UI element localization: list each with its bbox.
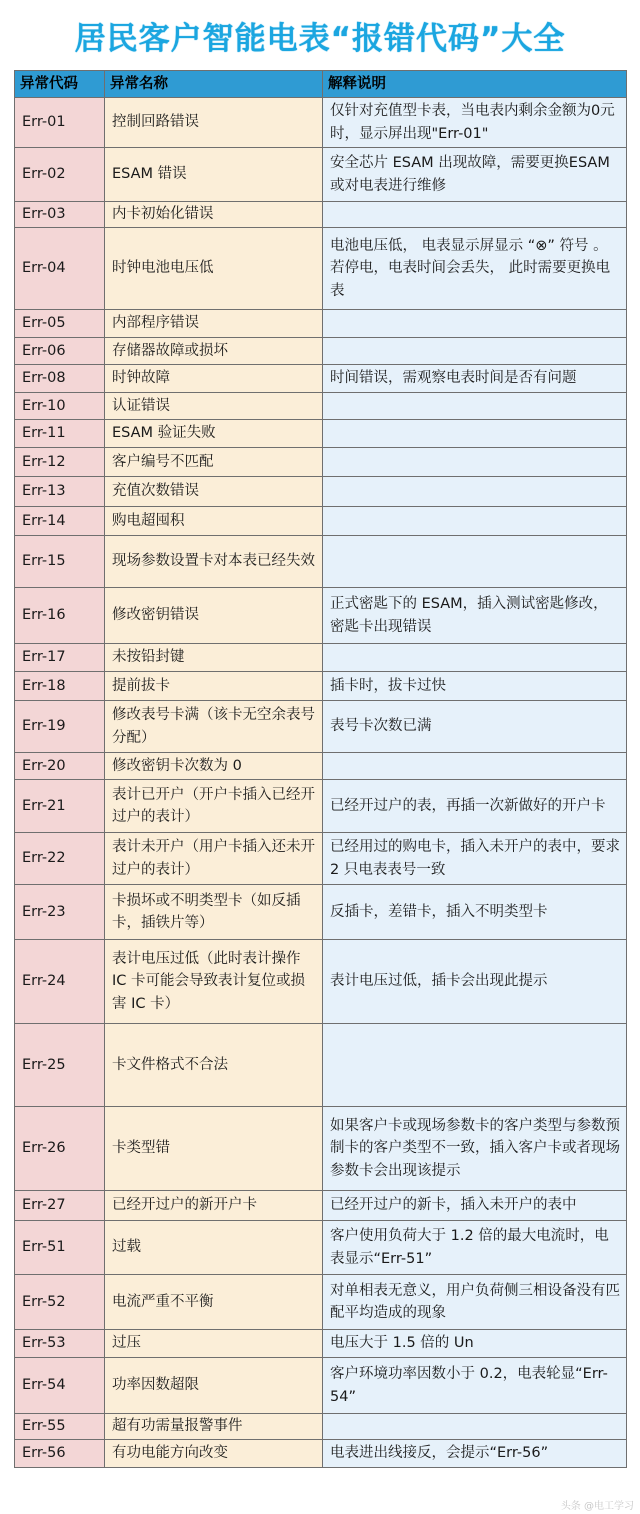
table-row xyxy=(15,1191,627,1221)
watermark: 头条 @电工学习 xyxy=(560,1501,634,1512)
name-cell: 电流严重不平衡 xyxy=(105,1275,323,1330)
table-row xyxy=(15,202,627,228)
desc-cell xyxy=(323,420,627,448)
code-cell: Err-06 xyxy=(15,338,105,365)
desc-cell: 表号卡次数已满 xyxy=(323,701,627,753)
name-cell: 购电超囤积 xyxy=(105,507,323,536)
desc-cell: 已经开过户的表，再插一次新做好的开户卡 xyxy=(323,780,627,833)
table-row xyxy=(15,833,627,885)
table-row xyxy=(15,1414,627,1440)
page-title: 居民客户智能电表“报错代码”大全 xyxy=(74,20,566,57)
desc-cell xyxy=(323,338,627,365)
name-cell: 过载 xyxy=(105,1221,323,1275)
name-cell: 表计已开户（开户卡插入已经开过户的表计） xyxy=(105,780,323,833)
header-desc: 解释说明 xyxy=(323,71,627,98)
name-cell: 时钟故障 xyxy=(105,365,323,393)
name-cell: 存储器故障或损坏 xyxy=(105,338,323,365)
error-code-table xyxy=(14,70,627,1468)
name-cell: 已经开过户的新开户卡 xyxy=(105,1191,323,1221)
name-cell: 提前拔卡 xyxy=(105,672,323,701)
table-row xyxy=(15,1275,627,1330)
table-row xyxy=(15,536,627,588)
code-cell: Err-01 xyxy=(15,98,105,148)
desc-cell xyxy=(323,202,627,228)
code-cell: Err-19 xyxy=(15,701,105,753)
name-cell: 过压 xyxy=(105,1330,323,1358)
table-row xyxy=(15,393,627,420)
table-row xyxy=(15,644,627,672)
desc-cell xyxy=(323,1024,627,1107)
code-cell: Err-55 xyxy=(15,1414,105,1440)
code-cell: Err-26 xyxy=(15,1107,105,1191)
table-row xyxy=(15,780,627,833)
desc-cell xyxy=(323,477,627,507)
name-cell: 内部程序错误 xyxy=(105,310,323,338)
table-row xyxy=(15,148,627,202)
name-cell: 卡类型错 xyxy=(105,1107,323,1191)
name-cell: 未按铅封键 xyxy=(105,644,323,672)
code-cell: Err-16 xyxy=(15,588,105,644)
code-cell: Err-51 xyxy=(15,1221,105,1275)
code-cell: Err-04 xyxy=(15,228,105,310)
table-row xyxy=(15,1221,627,1275)
code-cell: Err-56 xyxy=(15,1440,105,1468)
desc-cell xyxy=(323,753,627,780)
name-cell: ESAM 错误 xyxy=(105,148,323,202)
desc-cell xyxy=(323,448,627,477)
desc-cell: 客户使用负荷大于 1.2 倍的最大电流时，电表显示“Err-51” xyxy=(323,1221,627,1275)
desc-cell: 时间错误，需观察电表时间是否有问题 xyxy=(323,365,627,393)
desc-cell xyxy=(323,536,627,588)
table-row xyxy=(15,672,627,701)
table-row xyxy=(15,1024,627,1107)
desc-cell: 反插卡，差错卡，插入不明类型卡 xyxy=(323,885,627,940)
desc-cell: 客户环境功率因数小于 0.2，电表轮显“Err-54” xyxy=(323,1358,627,1414)
name-cell: 有功电能方向改变 xyxy=(105,1440,323,1468)
code-cell: Err-03 xyxy=(15,202,105,228)
name-cell: 功率因数超限 xyxy=(105,1358,323,1414)
name-cell: 充值次数错误 xyxy=(105,477,323,507)
name-cell: 修改表号卡满（该卡无空余表号分配） xyxy=(105,701,323,753)
desc-cell: 已经开过户的新卡，插入未开户的表中 xyxy=(323,1191,627,1221)
code-cell: Err-12 xyxy=(15,448,105,477)
code-cell: Err-08 xyxy=(15,365,105,393)
table-row xyxy=(15,753,627,780)
table-row xyxy=(15,1440,627,1468)
desc-cell: 仅针对充值型卡表，当电表内剩余金额为0元时，显示屏出现"Err-01" xyxy=(323,98,627,148)
code-cell: Err-22 xyxy=(15,833,105,885)
name-cell: 超有功需量报警事件 xyxy=(105,1414,323,1440)
code-cell: Err-53 xyxy=(15,1330,105,1358)
desc-cell xyxy=(323,310,627,338)
table-row xyxy=(15,940,627,1024)
desc-cell: 安全芯片 ESAM 出现故障，需要更换ESAM 或对电表进行维修 xyxy=(323,148,627,202)
table-row xyxy=(15,1358,627,1414)
desc-cell xyxy=(323,507,627,536)
code-cell: Err-17 xyxy=(15,644,105,672)
desc-cell: 对单相表无意义，用户负荷侧三相设备没有匹配平均造成的现象 xyxy=(323,1275,627,1330)
code-cell: Err-21 xyxy=(15,780,105,833)
desc-cell: 表计电压过低，插卡会出现此提示 xyxy=(323,940,627,1024)
name-cell: 认证错误 xyxy=(105,393,323,420)
code-cell: Err-15 xyxy=(15,536,105,588)
code-cell: Err-18 xyxy=(15,672,105,701)
table-row xyxy=(15,228,627,310)
table-row xyxy=(15,365,627,393)
desc-cell xyxy=(323,644,627,672)
table-body xyxy=(15,98,627,1468)
code-cell: Err-52 xyxy=(15,1275,105,1330)
code-cell: Err-05 xyxy=(15,310,105,338)
code-cell: Err-13 xyxy=(15,477,105,507)
name-cell: 卡损坏或不明类型卡（如反插卡，插铁片等） xyxy=(105,885,323,940)
name-cell: 控制回路错误 xyxy=(105,98,323,148)
header-name: 异常名称 xyxy=(105,71,323,98)
table-row xyxy=(15,338,627,365)
desc-cell: 电表进出线接反，会提示“Err-56” xyxy=(323,1440,627,1468)
code-cell: Err-54 xyxy=(15,1358,105,1414)
desc-cell: 如果客户卡或现场参数卡的客户类型与参数预制卡的客户类型不一致，插入客户卡或者现场参数卡会出现该提示 xyxy=(323,1107,627,1191)
table-row xyxy=(15,420,627,448)
table-row xyxy=(15,310,627,338)
table-row xyxy=(15,1107,627,1191)
name-cell: 时钟电池电压低 xyxy=(105,228,323,310)
name-cell: 客户编号不匹配 xyxy=(105,448,323,477)
code-cell: Err-23 xyxy=(15,885,105,940)
table-row xyxy=(15,477,627,507)
table-row xyxy=(15,701,627,753)
name-cell: 内卡初始化错误 xyxy=(105,202,323,228)
desc-cell: 已经用过的购电卡，插入未开户的表中，要求 2 只电表表号一致 xyxy=(323,833,627,885)
table-row xyxy=(15,1330,627,1358)
code-cell: Err-02 xyxy=(15,148,105,202)
code-cell: Err-24 xyxy=(15,940,105,1024)
name-cell: 修改密钥卡次数为 0 xyxy=(105,753,323,780)
name-cell: 表计未开户（用户卡插入还未开过户的表计） xyxy=(105,833,323,885)
desc-cell: 插卡时，拔卡过快 xyxy=(323,672,627,701)
table-row xyxy=(15,507,627,536)
name-cell: 卡文件格式不合法 xyxy=(105,1024,323,1107)
desc-cell xyxy=(323,393,627,420)
code-cell: Err-25 xyxy=(15,1024,105,1107)
table-row xyxy=(15,885,627,940)
code-cell: Err-10 xyxy=(15,393,105,420)
table-row xyxy=(15,448,627,477)
name-cell: 修改密钥错误 xyxy=(105,588,323,644)
desc-cell: 电压大于 1.5 倍的 Un xyxy=(323,1330,627,1358)
name-cell: 现场参数设置卡对本表已经失效 xyxy=(105,536,323,588)
name-cell: ESAM 验证失败 xyxy=(105,420,323,448)
code-cell: Err-14 xyxy=(15,507,105,536)
code-cell: Err-27 xyxy=(15,1191,105,1221)
desc-cell: 正式密匙下的 ESAM，插入测试密匙修改，密匙卡出现错误 xyxy=(323,588,627,644)
table-header-row xyxy=(15,71,627,98)
table-row xyxy=(15,588,627,644)
header-code: 异常代码 xyxy=(15,71,105,98)
desc-cell: 电池电压低， 电表显示屏显示 “⊗” 符号 。若停电，电表时间会丢失， 此时需要更换电表 xyxy=(323,228,627,310)
name-cell: 表计电压过低（此时表计操作 IC 卡可能会导致表计复位或损害 IC 卡） xyxy=(105,940,323,1024)
code-cell: Err-11 xyxy=(15,420,105,448)
code-cell: Err-20 xyxy=(15,753,105,780)
desc-cell xyxy=(323,1414,627,1440)
table-row xyxy=(15,98,627,148)
